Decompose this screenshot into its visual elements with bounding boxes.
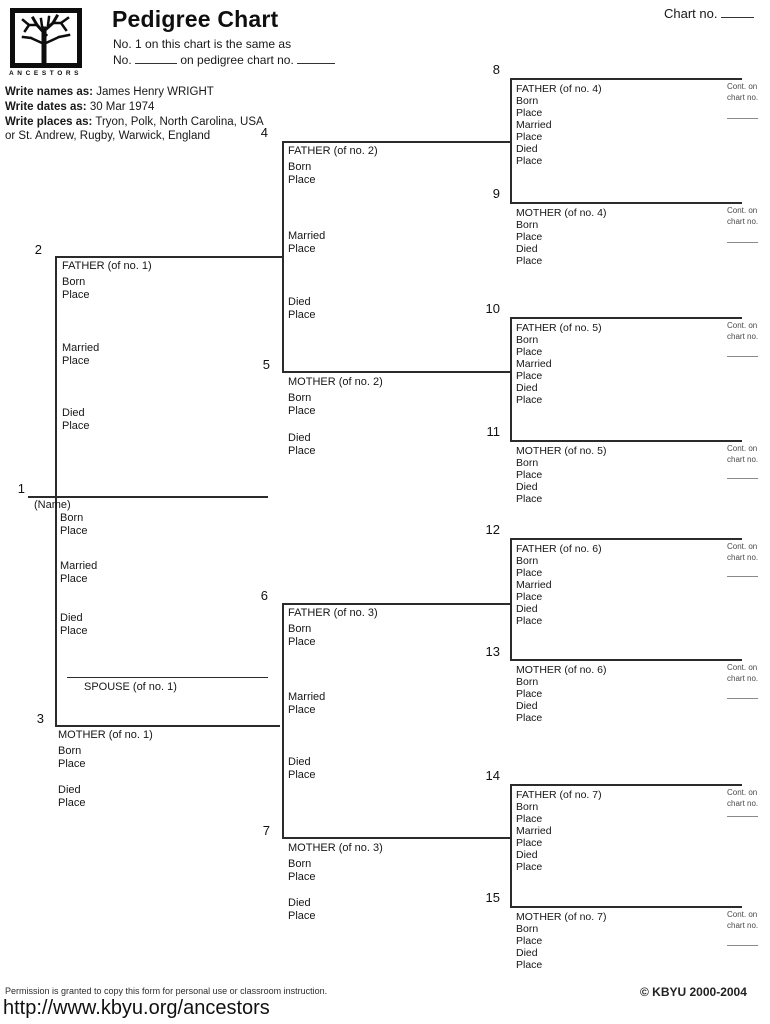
entry-14-place2-label: Place — [516, 837, 543, 849]
entry-8-place2-label: Place — [516, 131, 543, 143]
entry-13-place2-label: Place — [516, 712, 543, 724]
entry-7-title: MOTHER (of no. 3) — [288, 842, 383, 854]
entry-1-born-label: Born — [60, 512, 84, 524]
entry-12-title: FATHER (of no. 6) — [516, 543, 602, 555]
write-places-value: Tryon, Polk, North Carolina, USA — [95, 116, 264, 128]
entry-2-married-label: Married — [62, 342, 100, 354]
entry-9-place-label: Place — [516, 231, 543, 243]
entry-2-died-label: Died — [62, 407, 85, 419]
write-dates-label: Write dates as: — [5, 101, 87, 113]
entry-number-9: 9 — [492, 186, 500, 201]
name-line-9 — [510, 202, 742, 204]
entry-4-married-label: Married — [288, 230, 326, 242]
same-as-mid: on pedigree chart no. — [180, 53, 294, 67]
write-dates-row — [5, 101, 154, 113]
entry-12-labels — [516, 543, 602, 627]
entry-4-place2-label: Place — [288, 243, 316, 255]
name-line-2 — [55, 256, 282, 258]
name-line-8 — [510, 78, 742, 80]
entry-9-cont-blank — [727, 242, 758, 243]
entry-10-place2-label: Place — [516, 370, 543, 382]
entry-12-place-label: Place — [516, 567, 543, 579]
entry-12-born-label: Born — [516, 555, 539, 567]
entry-9-title: MOTHER (of no. 4) — [516, 207, 607, 219]
entry-5-born-label: Born — [288, 392, 312, 404]
entry-13-cont-label: Cont. on chart no. — [727, 663, 759, 683]
entry-5-place-label: Place — [288, 405, 316, 417]
spouse-line — [67, 677, 268, 678]
entry-10-place-label: Place — [516, 346, 543, 358]
entry-1-place2-label: Place — [60, 573, 88, 585]
write-places-row — [5, 116, 264, 128]
entry-8-born-label: Born — [516, 95, 539, 107]
entry-4-labels — [288, 145, 378, 322]
entry-13-died-label: Died — [516, 700, 538, 712]
entry-number-6: 6 — [260, 588, 268, 603]
entry-9-born-label: Born — [516, 219, 539, 231]
entry-6-title: FATHER (of no. 3) — [288, 607, 378, 619]
entry-13-title: MOTHER (of no. 6) — [516, 664, 607, 676]
bracket-parents-of-3 — [282, 603, 284, 837]
entry-8-title: FATHER (of no. 4) — [516, 83, 602, 95]
entry-12-married-label: Married — [516, 579, 552, 591]
name-line-10 — [510, 317, 742, 319]
entry-15-cont-label: Cont. on chart no. — [727, 910, 759, 930]
entry-1-place3-label: Place — [60, 625, 88, 637]
entry-10-born-label: Born — [516, 334, 539, 346]
entry-14-place3-label: Place — [516, 861, 543, 873]
entry-2-born-label: Born — [62, 276, 86, 288]
write-names-value: James Henry WRIGHT — [96, 86, 214, 98]
entry-14-cont-blank — [727, 816, 758, 817]
entry-9-cont-label: Cont. on chart no. — [727, 206, 759, 226]
entry-14-place-label: Place — [516, 813, 543, 825]
entry-11-died-label: Died — [516, 481, 538, 493]
write-places-label: Write places as: — [5, 116, 93, 128]
entry-12-cont-label: Cont. on chart no. — [727, 542, 759, 562]
page-title: Pedigree Chart — [112, 6, 279, 32]
entry-6-place2-label: Place — [288, 704, 316, 716]
entry-1-married-label: Married — [60, 560, 98, 572]
entry-8-cont-blank — [727, 118, 758, 119]
entry-3-born-label: Born — [58, 745, 82, 757]
entry-number-7: 7 — [262, 823, 270, 838]
entry-4-place3-label: Place — [288, 309, 316, 321]
bracket-parents-of-1 — [55, 256, 57, 725]
bracket-parents-of-7 — [510, 784, 512, 906]
entry-14-title: FATHER (of no. 7) — [516, 789, 602, 801]
entry-10-married-label: Married — [516, 358, 552, 370]
name-line-11 — [510, 440, 742, 442]
name-line-4 — [282, 141, 510, 143]
entry-number-15: 15 — [485, 890, 500, 905]
copyright-text: © KBYU 2000-2004 — [640, 985, 747, 999]
spouse-title: SPOUSE (of no. 1) — [84, 681, 177, 693]
entry-number-14: 14 — [485, 768, 500, 783]
name-line-3 — [55, 725, 280, 727]
entry-number-13: 13 — [485, 644, 500, 659]
name-line-1 — [28, 496, 268, 498]
entry-15-born-label: Born — [516, 923, 539, 935]
entry-13-labels — [516, 664, 606, 724]
entry-15-cont-blank — [727, 945, 758, 946]
entry-12-place2-label: Place — [516, 591, 543, 603]
entry-7-died-label: Died — [288, 897, 311, 909]
entry-8-place3-label: Place — [516, 155, 543, 167]
entry-11-place-label: Place — [516, 469, 543, 481]
entry-10-title: FATHER (of no. 5) — [516, 322, 602, 334]
entry-14-labels — [516, 789, 602, 873]
entry-11-title: MOTHER (of no. 5) — [516, 445, 607, 457]
entry-7-born-label: Born — [288, 858, 312, 870]
write-places-value2: or St. Andrew, Rugby, Warwick, England — [5, 130, 211, 142]
entry-11-born-label: Born — [516, 457, 539, 469]
name-line-13 — [510, 659, 742, 661]
entry-number-8: 8 — [492, 62, 500, 77]
entry-8-married-label: Married — [516, 119, 552, 131]
ancestors-logo-text: ANCESTORS — [9, 70, 83, 77]
entry-15-place-label: Place — [516, 935, 543, 947]
entry-3-place2-label: Place — [58, 797, 86, 809]
entry-10-cont-blank — [727, 356, 758, 357]
bracket-parents-of-5 — [510, 317, 512, 440]
entry-7-place2-label: Place — [288, 910, 316, 922]
entry-13-born-label: Born — [516, 676, 539, 688]
entry-2-place-label: Place — [62, 289, 90, 301]
entry-6-married-label: Married — [288, 691, 326, 703]
entry-5-title: MOTHER (of no. 2) — [288, 376, 383, 388]
name-line-12 — [510, 538, 742, 540]
same-as-blank-1 — [135, 52, 177, 64]
entry-6-labels — [288, 607, 378, 782]
write-names-row — [5, 86, 214, 98]
chart-no-label — [664, 6, 754, 21]
chart-no-text: Chart no. — [664, 6, 718, 21]
same-as-blank-2 — [297, 52, 335, 64]
write-names-label: Write names as: — [5, 86, 93, 98]
entry-3-died-label: Died — [58, 784, 81, 796]
entry-4-title: FATHER (of no. 2) — [288, 145, 378, 157]
entry-14-died-label: Died — [516, 849, 538, 861]
entry-11-place2-label: Place — [516, 493, 543, 505]
entry-2-place2-label: Place — [62, 355, 90, 367]
entry-2-title: FATHER (of no. 1) — [62, 260, 152, 272]
entry-5-labels — [288, 376, 383, 458]
entry-11-cont-label: Cont. on chart no. — [727, 444, 759, 464]
entry-15-died-label: Died — [516, 947, 538, 959]
entry-7-place-label: Place — [288, 871, 316, 883]
entry-12-cont-blank — [727, 576, 758, 577]
same-as-note-line2 — [113, 52, 335, 67]
entry-8-labels — [516, 83, 602, 167]
entry-number-4: 4 — [260, 125, 268, 140]
entry-1-place-label: Place — [60, 525, 88, 537]
write-places-row2 — [5, 130, 210, 142]
entry-number-1: 1 — [17, 481, 25, 496]
entry-6-place3-label: Place — [288, 769, 316, 781]
entry-15-labels — [516, 911, 606, 971]
entry-4-place-label: Place — [288, 174, 316, 186]
name-line-15 — [510, 906, 742, 908]
entry-1-died-label: Died — [60, 612, 83, 624]
tree-icon — [15, 13, 77, 63]
bracket-parents-of-6 — [510, 538, 512, 659]
entry-11-cont-blank — [727, 478, 758, 479]
write-dates-value: 30 Mar 1974 — [89, 101, 155, 113]
entry-6-died-label: Died — [288, 756, 311, 768]
entry-12-died-label: Died — [516, 603, 538, 615]
entry-15-place2-label: Place — [516, 959, 543, 971]
entry-9-labels — [516, 207, 606, 267]
entry-13-cont-blank — [727, 698, 758, 699]
name-line-6 — [282, 603, 510, 605]
same-as-note-line1: No. 1 on this chart is the same as — [113, 37, 292, 51]
entry-5-place2-label: Place — [288, 445, 316, 457]
entry-2-labels — [62, 260, 152, 433]
permission-text: Permission is granted to copy this form for personal use or classroom instruction. — [5, 986, 328, 996]
entry-number-2: 2 — [34, 242, 42, 257]
entry-9-place2-label: Place — [516, 255, 543, 267]
same-as-pre: No. — [113, 53, 132, 67]
ancestors-logo — [10, 8, 82, 68]
spouse-label — [84, 681, 177, 694]
entry-6-place-label: Place — [288, 636, 316, 648]
entry-number-11: 11 — [486, 424, 500, 439]
entry-7-labels — [288, 842, 383, 923]
name-line-14 — [510, 784, 742, 786]
entry-14-married-label: Married — [516, 825, 552, 837]
bracket-parents-of-2 — [282, 141, 284, 371]
entry-number-3: 3 — [36, 711, 44, 726]
entry-8-cont-label: Cont. on chart no. — [727, 82, 759, 102]
entry-4-born-label: Born — [288, 161, 312, 173]
chart-no-blank — [721, 6, 754, 18]
entry-10-cont-label: Cont. on chart no. — [727, 321, 759, 341]
entry-9-died-label: Died — [516, 243, 538, 255]
entry-11-labels — [516, 445, 606, 505]
entry-8-place-label: Place — [516, 107, 543, 119]
footer-url: http://www.kbyu.org/ancestors — [3, 997, 270, 1019]
entry-1-title: (Name) — [34, 499, 71, 511]
entry-1-labels — [34, 499, 97, 638]
entry-number-5: 5 — [262, 357, 270, 372]
entry-3-title: MOTHER (of no. 1) — [58, 729, 153, 741]
entry-14-cont-label: Cont. on chart no. — [727, 788, 759, 808]
name-line-7 — [282, 837, 510, 839]
entry-10-died-label: Died — [516, 382, 538, 394]
bracket-parents-of-4 — [510, 78, 512, 202]
entry-number-10: 10 — [485, 301, 500, 316]
entry-12-place3-label: Place — [516, 615, 543, 627]
entry-4-died-label: Died — [288, 296, 311, 308]
entry-3-labels — [58, 729, 153, 810]
entry-8-died-label: Died — [516, 143, 538, 155]
entry-13-place-label: Place — [516, 688, 543, 700]
entry-5-died-label: Died — [288, 432, 311, 444]
entry-3-place-label: Place — [58, 758, 86, 770]
entry-number-12: 12 — [485, 522, 500, 537]
name-line-5 — [282, 371, 510, 373]
entry-14-born-label: Born — [516, 801, 539, 813]
entry-10-place3-label: Place — [516, 394, 543, 406]
entry-2-place3-label: Place — [62, 420, 90, 432]
entry-6-born-label: Born — [288, 623, 312, 635]
entry-15-title: MOTHER (of no. 7) — [516, 911, 607, 923]
entry-10-labels — [516, 322, 602, 406]
